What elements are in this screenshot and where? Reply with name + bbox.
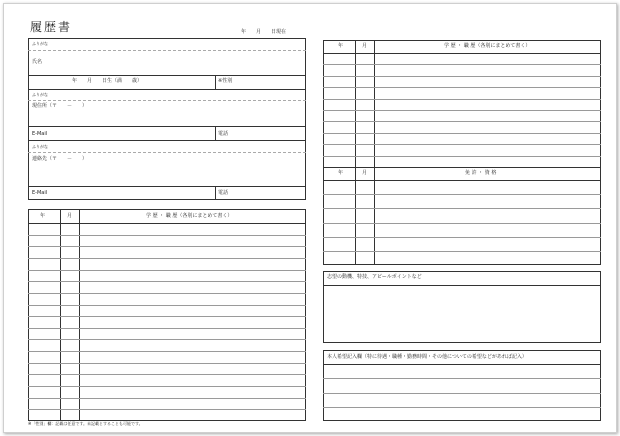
history-left-detail-header: 学 歴 ・ 職 歴（各別にまとめて書く） xyxy=(146,213,233,219)
history-left-row-line xyxy=(28,386,306,387)
history-left-row-line xyxy=(28,293,306,294)
history-left-year-header: 年 xyxy=(40,213,46,219)
motivation-box xyxy=(323,271,601,343)
history-right-month-header: 月 xyxy=(362,43,368,49)
history-left-row-line xyxy=(28,281,306,282)
requests-row-line xyxy=(323,393,601,394)
birth-line: 年 月 日生（満 歳） xyxy=(72,78,143,84)
history-right-year-header: 年 xyxy=(338,43,344,49)
contact-label: 連絡先（〒 － ） xyxy=(32,156,88,162)
motivation-label: 志望の動機、特技、アピールポイントなど xyxy=(327,274,422,280)
license-row-line xyxy=(323,223,601,224)
license-row-line xyxy=(323,237,601,238)
history-right-row-line xyxy=(323,144,601,145)
license-row-line xyxy=(323,251,601,252)
phone-label: 電話 xyxy=(218,131,229,137)
license-year-header: 年 xyxy=(338,170,344,176)
history-left-row-line xyxy=(28,409,306,410)
history-table-right xyxy=(323,40,601,265)
requests-label: 本人希望記入欄（特に待遇・職種・勤務時間・その他についての希望などがあれば記入） xyxy=(327,354,527,360)
history-left-row-line xyxy=(28,316,306,317)
email-label: E-Mail xyxy=(32,131,48,137)
date-line: 年 月 日現在 xyxy=(241,29,287,35)
history-left-row-line xyxy=(28,246,306,247)
history-right-row-line xyxy=(323,133,601,134)
furigana-label: ふりがな xyxy=(32,41,48,46)
personal-info-box xyxy=(28,38,306,200)
resume-sheet xyxy=(3,3,617,433)
history-table-left xyxy=(28,209,306,421)
contact-phone-label: 電話 xyxy=(218,190,229,196)
footnote: ※「性別」欄：記載は任意です。未記載とすることも可能です。 xyxy=(28,421,143,426)
history-left-row-line xyxy=(28,351,306,352)
history-left-month-header: 月 xyxy=(67,213,73,219)
history-left-row-line xyxy=(28,235,306,236)
history-right-row-line xyxy=(323,156,601,157)
history-right-row-line xyxy=(323,121,601,122)
requests-row-line xyxy=(323,378,601,379)
contact-furigana-label: ふりがな xyxy=(32,144,48,149)
history-left-row-line xyxy=(28,270,306,271)
contact-email-label: E-Mail xyxy=(32,190,48,196)
history-left-row-line xyxy=(28,305,306,306)
history-left-row-line xyxy=(28,258,306,259)
address-furigana-label: ふりがな xyxy=(32,92,48,97)
license-row-line xyxy=(323,208,601,209)
history-right-row-line xyxy=(323,76,601,77)
address-label: 現住所（〒 － ） xyxy=(32,103,88,109)
name-label: 氏名 xyxy=(32,59,43,65)
history-right-row-line xyxy=(323,64,601,65)
history-left-row-line xyxy=(28,363,306,364)
history-right-row-line xyxy=(323,87,601,88)
history-right-detail-header: 学 歴 ・ 職 歴（各別にまとめて書く） xyxy=(444,43,531,49)
history-right-row-line xyxy=(323,110,601,111)
license-row-line xyxy=(323,194,601,195)
requests-box xyxy=(323,350,601,421)
history-left-row-line xyxy=(28,339,306,340)
license-month-header: 月 xyxy=(362,170,368,176)
license-detail-header: 免 許 ・ 資 格 xyxy=(465,170,497,176)
gender-label: ※性別 xyxy=(218,78,233,84)
history-right-row-line xyxy=(323,99,601,100)
requests-row-line xyxy=(323,407,601,408)
history-left-row-line xyxy=(28,374,306,375)
history-left-row-line xyxy=(28,328,306,329)
history-left-row-line xyxy=(28,398,306,399)
page-title: 履歴書 xyxy=(30,20,73,34)
